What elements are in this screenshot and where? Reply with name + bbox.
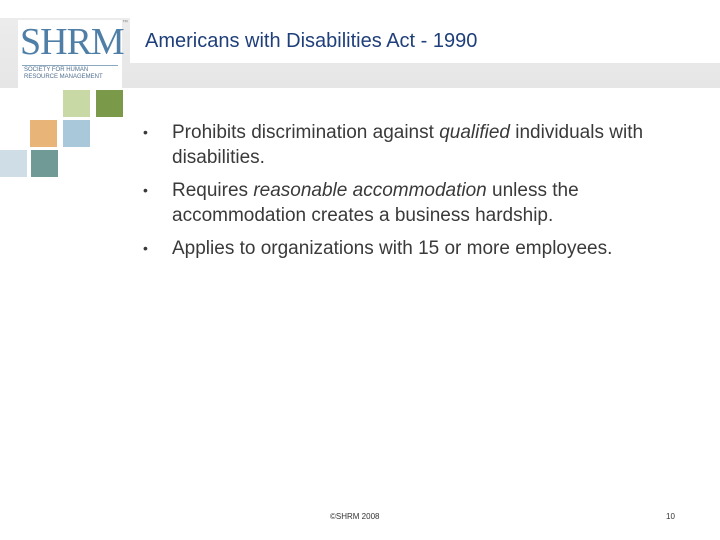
copyright-footer: ©SHRM 2008: [330, 512, 380, 521]
bullet-text: unless the accommodation creates a business hardship.: [172, 180, 579, 226]
bullet-list: [143, 120, 703, 269]
bullet-item: [143, 120, 703, 170]
page-number: 10: [666, 512, 675, 521]
decor-square: [96, 90, 123, 117]
decor-square: [0, 150, 27, 177]
bullet-marker: •: [143, 124, 148, 140]
bullet-text: individuals with disabilities.: [172, 122, 644, 168]
decor-square: [63, 120, 90, 147]
shrm-logo: [18, 20, 128, 88]
logo-trademark: ™: [122, 20, 128, 26]
logo-mark: SHRM: [20, 21, 124, 63]
logo-divider: [22, 65, 118, 66]
bullet-item: [143, 236, 703, 261]
decor-square: [63, 90, 90, 117]
bullet-item: [143, 178, 703, 228]
decor-square: [31, 150, 58, 177]
bullet-text: Applies to organizations with 15 or more employees.: [172, 238, 613, 259]
bullet-emphasis: reasonable accommodation: [253, 180, 487, 201]
bullet-text: Prohibits discrimination against: [172, 122, 440, 143]
bullet-emphasis: qualified: [439, 122, 510, 143]
slide-title: Americans with Disabilities Act - 1990: [145, 30, 478, 52]
bullet-text: Requires: [172, 180, 254, 201]
logo-subtitle: SOCIETY FOR HUMAN RESOURCE MANAGEMENT: [24, 67, 103, 80]
bullet-marker: •: [143, 182, 148, 198]
decor-square: [30, 120, 57, 147]
bullet-marker: •: [143, 240, 148, 256]
